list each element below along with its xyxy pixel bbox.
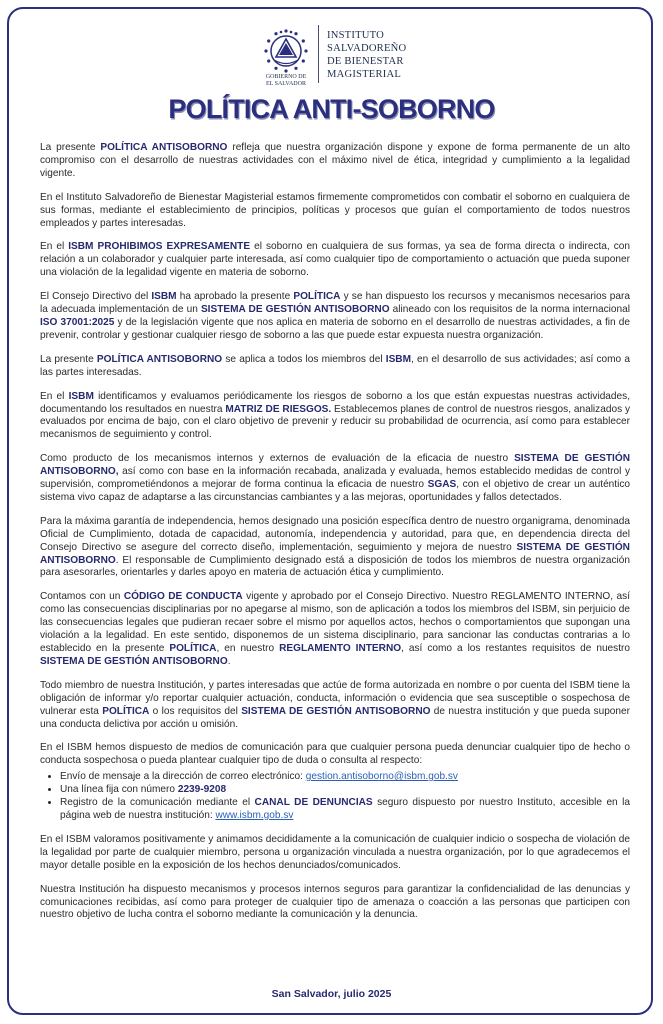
text-run: En el ISBM hemos dispuesto de medios de comunicación para que cualquier persona pueda denunciar cualquier tipo de hecho o conducta sospechosa o pueda plantear cualquier tipo de duda o consulta al respecto: [40, 742, 630, 767]
text-run: Nuestra Institución ha dispuesto mecanismos y procesos internos seguros para garantizar la confidencialidad de las denuncias y comunicaciones recibidas, así como para proteger de cualquier tipo de amenaza o coacción a las personas que participen con nuestro objetivo de lucha contra el soborno mediante la comunicación y la denuncia. [40, 883, 630, 921]
paragraph [40, 516, 630, 581]
institution-line: MAGISTERIAL [327, 69, 401, 80]
institution-line: SALVADOREÑO [327, 43, 407, 54]
website-link[interactable]: www.isbm.gob.sv [215, 809, 294, 821]
paragraph [40, 291, 630, 343]
paragraph [40, 453, 630, 505]
text-run: o los requisitos del [149, 705, 242, 717]
bold-text: CÓDIGO DE CONDUCTA [123, 591, 243, 603]
gov-line: EL SALVADOR [266, 81, 306, 87]
text-run: La presente [40, 353, 97, 365]
text-run: identificamos y evaluamos periódicamente los riesgos de soborno a los que están expuestas nuestras actividades, documentando los resultados en nuestra [40, 390, 630, 415]
bold-text: SISTEMA DE GESTIÓN ANTISOBORNO [241, 705, 431, 717]
paragraph [40, 884, 630, 923]
paragraph [40, 834, 630, 873]
text-run: En el Instituto Salvadoreño de Bienestar Magisterial estamos firmemente comprometidos con combatir el soborno en cualquiera de sus formas, mediante el establecimiento de principios, políticas y procesos que guían el comportamiento de todos nuestros empleados y partes interesadas. [40, 191, 630, 229]
paragraph [40, 192, 630, 231]
institution-line: INSTITUTO [327, 30, 384, 41]
text-run: Para la máxima garantía de independencia, hemos designado una posición específica dentro de nuestro organigrama, denominada Oficial de Cumplimiento, dotada de capacidad, autonomía, independencia y autoridad, para que, en dependencia directa del Consejo Directivo se asegure del correcto diseño, implementación, seguimiento y mejora de nuestro [40, 515, 630, 553]
text-run: . [227, 655, 231, 667]
text-run: refleja que nuestra organización dispone y expone de forma permanente de un alto compromiso con el desarrollo de nuestras actividades con el máximo nivel de ética, integridad y cumplimiento a la legalidad vigente. [40, 142, 630, 179]
bold-text: SISTEMA DE GESTIÓN ANTISOBORNO [40, 541, 630, 566]
text-run: Contamos con un [40, 591, 124, 603]
email-label: Envío de mensaje a la dirección de correo electrónico: [60, 771, 306, 783]
header [0, 25, 663, 85]
bold-text: REGLAMENTO INTERNO [279, 643, 402, 654]
bold-text: SISTEMA DE GESTIÓN ANTISOBORNO [200, 304, 390, 316]
text-run: En el [40, 390, 69, 402]
text-run: En el ISBM valoramos positivamente y animamos decididamente a la comunicación de cualquier indicio o sospecha de violación de la legalidad por parte de cualquier miembro, persona u organización vinculada a nuestra organización, por lo que agradecemos el mayor detalle posible en la exposición de los hechos denunciados/comunicados. [40, 833, 630, 871]
bold-text: ISO 37001:2025 [40, 316, 115, 328]
policy-body [40, 142, 630, 933]
text-run: vigente y aprobado por el Consejo Directivo. Nuestro REGLAMENTO INTERNO, así como las consecuencias disciplinarias por no apegarse al mismo, son de aplicación a todos los miembros del ISBM, sin perjuicio de las consecuencias legales que pudieran recaer sobre el mismo por aquellos actos, hechos o comportamientos que supongan una violación a la legalidad. En este sentido, disponemos de un sistema disciplinario, para sancionar las conductas contrarias a lo establecido en la presente [40, 591, 630, 654]
bold-text: SISTEMA DE GESTIÓN ANTISOBORNO, [40, 453, 630, 478]
text-run: alineado con los requisitos de la norma internacional [389, 304, 630, 316]
text-run: La presente [40, 142, 101, 153]
bold-text: POLÍTICA ANTISOBORNO [96, 353, 223, 365]
channel-list [40, 771, 630, 823]
phone-label: Una línea fija con número [60, 784, 178, 796]
text-run: y de la legislación vigente que nos aplica en materia de soborno en el desarrollo de nuestras actividades, a fin de prevenir, controlar y gestionar cualquier riesgo de soborno a las que puede estar expuesta nuestra organización. [40, 316, 631, 341]
gov-line: GOBIERNO DE [265, 74, 307, 80]
bold-text: POLÍTICA ANTISOBORNO [100, 142, 228, 153]
text-run: ha aprobado la presente [176, 291, 294, 303]
complaint-channel-label: CANAL DE DENUNCIAS [254, 797, 373, 809]
paragraph [40, 742, 630, 768]
text-run: . El responsable de Cumplimiento designado está a disposición de todos los miembros de nuestra organización para asesorarles, orientarles y darles apoyo en materia de actuación ética y cumplimiento. [40, 554, 630, 579]
header-divider [318, 25, 319, 83]
text-run: En el [40, 241, 69, 253]
text-run: , con el objetivo de crear un auténtico sistema vivo capaz de adaptarse a las circunstancias cambiantes y a las mejoras, oportunidades y fallos detectados. [40, 479, 631, 503]
bold-text: POLÍTICA [293, 291, 341, 303]
bold-text: ISBM [68, 390, 94, 402]
institution-line: DE BIENESTAR [327, 56, 404, 67]
text-run: y se han dispuesto los recursos y mecanismos necesarios para la adecuada implementación de un [40, 291, 631, 316]
bold-text: SGAS [427, 479, 457, 491]
list-item [60, 797, 630, 823]
institution-name [327, 29, 406, 81]
bold-text: ISBM PROHIBIMOS EXPRESAMENTE [68, 241, 251, 253]
date-signature: San Salvador, julio 2025 [271, 988, 392, 1000]
bold-text: MATRIZ DE RIESGOS. [225, 403, 332, 415]
list-item [60, 784, 630, 797]
coat-of-arms-icon [263, 28, 309, 74]
text-run: , en nuestro [216, 643, 280, 654]
bold-text: ISBM [151, 291, 177, 303]
text-run: de nuestra institución y que pueda suponer una conducta delictiva por acción u omisión. [40, 705, 631, 730]
text-run: el soborno en cualquiera de sus formas, ya sea de forma directa o indirecta, con relación a un colaborador y cualquier parte interesada, así como cualquier tipo de comportamiento o actuación que pueda suponer una violación de la legalidad vigente en materia de soborno. [40, 241, 630, 279]
page-title: POLÍTICA ANTI-SOBORNO [168, 94, 495, 124]
paragraph [40, 241, 630, 280]
bold-text: ISBM [385, 353, 411, 365]
text-run: se aplica a todos los miembros del [222, 353, 386, 365]
text-run: Establecemos planes de control de nuestros riesgos, analizados y evaluados por encima de bajo, con el claro objetivo de prevenir y reducir su probabilidad de ocurrencia, así como para establecer mecanismos de seguimiento y control. [40, 403, 630, 441]
text-run: , así como a los restantes requisitos de nuestro [401, 643, 630, 654]
paragraph [40, 354, 630, 380]
text-run: El Consejo Directivo del [40, 291, 152, 303]
email-link[interactable]: gestion.antisoborno@isbm.gob.sv [305, 771, 458, 783]
paragraph [40, 591, 630, 668]
text-run: Como producto de los mecanismos internos y externos de evaluación de la eficacia de nuestro [40, 453, 515, 465]
web-label-cont: seguro dispuesto por nuestro Instituto, accesible en la página web de nuestra institución: [60, 797, 630, 821]
paragraph [40, 680, 630, 732]
text-run: Todo miembro de nuestra Institución, y partes interesadas que actúe de forma autorizada en nombre o por cuenta del ISBM tiene la obligación de informar y/o reportar cualquier actuación, conducta, información o evidencia que sea susceptible o sospechosa de vulnerar esta [40, 679, 630, 717]
bold-text: POLÍTICA [169, 643, 217, 654]
list-item [60, 771, 630, 784]
text-run: así como con base en la información recabada, analizada y evaluada, hemos establecido medidas de control y supervisión, comprometiéndonos a mejorar de forma continua la eficacia de nuestro [40, 466, 630, 491]
web-label: Registro de la comunicación mediante el [60, 797, 255, 809]
bold-text: SISTEMA DE GESTIÓN ANTISOBORNO [40, 655, 228, 667]
paragraph [40, 391, 630, 443]
phone-number: 2239-9208 [177, 784, 227, 796]
government-label [250, 74, 322, 88]
paragraph [40, 142, 630, 181]
text-run: , en el desarrollo de sus actividades; así como a las partes interesadas. [40, 353, 630, 378]
bold-text: POLÍTICA [102, 705, 150, 717]
